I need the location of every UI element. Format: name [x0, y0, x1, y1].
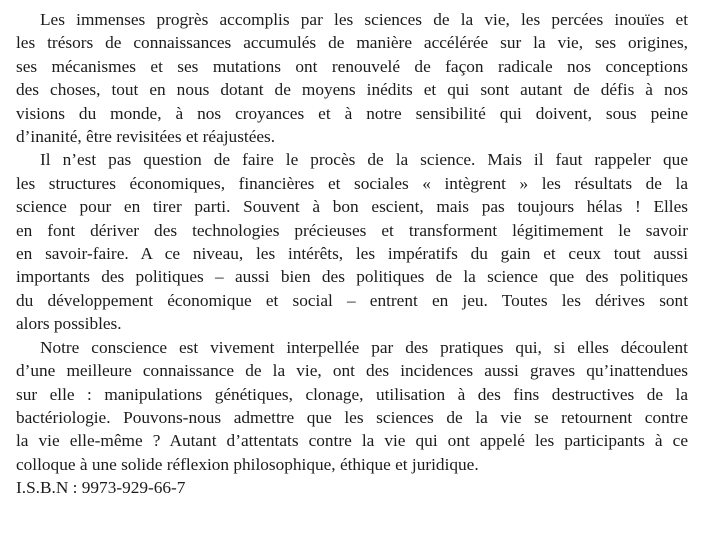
document-page: [16, 8, 688, 500]
paragraph-1: [16, 8, 688, 148]
text-line: Il n’est pas question de faire le procès de la science. Mais il faut rappeler que: [40, 150, 688, 170]
paragraph-3: [16, 336, 688, 476]
text-line: colloque à une solide réflexion philosophique, éthique et juridique.: [16, 454, 479, 474]
text-line: visions du monde, à nos croyances et à notre sensibilité qui doivent, sous peine: [16, 103, 688, 123]
text-line: d’inanité, être revisitées et réajustées.: [16, 127, 276, 147]
text-line: la vie elle-même ? Autant d’attentats contre la vie qui ont appelé les participants à ce: [16, 431, 688, 451]
text-line: alors possibles.: [16, 314, 122, 334]
text-line: d’une meilleure connaissance de la vie, ont des incidences aussi graves qu’inattendues: [16, 361, 688, 381]
isbn-number: I.S.B.N : 9973-929-66-7: [16, 478, 186, 498]
text-line: ses mécanismes et ses mutations ont renouvelé de façon radicale nos conceptions: [16, 56, 688, 76]
text-line: Les immenses progrès accomplis par les sciences de la vie, les percées inouïes et: [40, 10, 688, 29]
text-line: du développement économique et social – entrent en jeu. Toutes les dérives sont: [16, 290, 688, 310]
text-line: en savoir-faire. A ce niveau, les intérêts, les impératifs du gain et ceux tout aussi: [16, 244, 688, 264]
paragraph-2: [16, 148, 688, 335]
text-line: en font dériver des technologies précieuses et transforment légitimement le savoir: [16, 220, 688, 240]
text-line: les structures économiques, financières et sociales « intègrent » les résultats de la: [16, 173, 688, 193]
text-line: des choses, tout en nous dotant de moyens inédits et qui sont autant de défis à nos: [16, 80, 688, 100]
text-line: science pour en tirer parti. Souvent à bon escient, mais pas toujours hélas ! Elles: [16, 197, 688, 217]
text-line: sur elle : manipulations génétiques, clonage, utilisation à des fins destructives de la: [16, 384, 688, 404]
text-line: les trésors de connaissances accumulés de manière accélérée sur la vie, ses origines,: [16, 33, 688, 53]
text-line: bactériologie. Pouvons-nous admettre que les sciences de la vie se retournent contre: [16, 407, 688, 427]
text-line: Notre conscience est vivement interpellée par des pratiques qui, si elles découlent: [40, 337, 688, 357]
text-line: importants des politiques – aussi bien des politiques de la science que des politiques: [16, 267, 688, 287]
